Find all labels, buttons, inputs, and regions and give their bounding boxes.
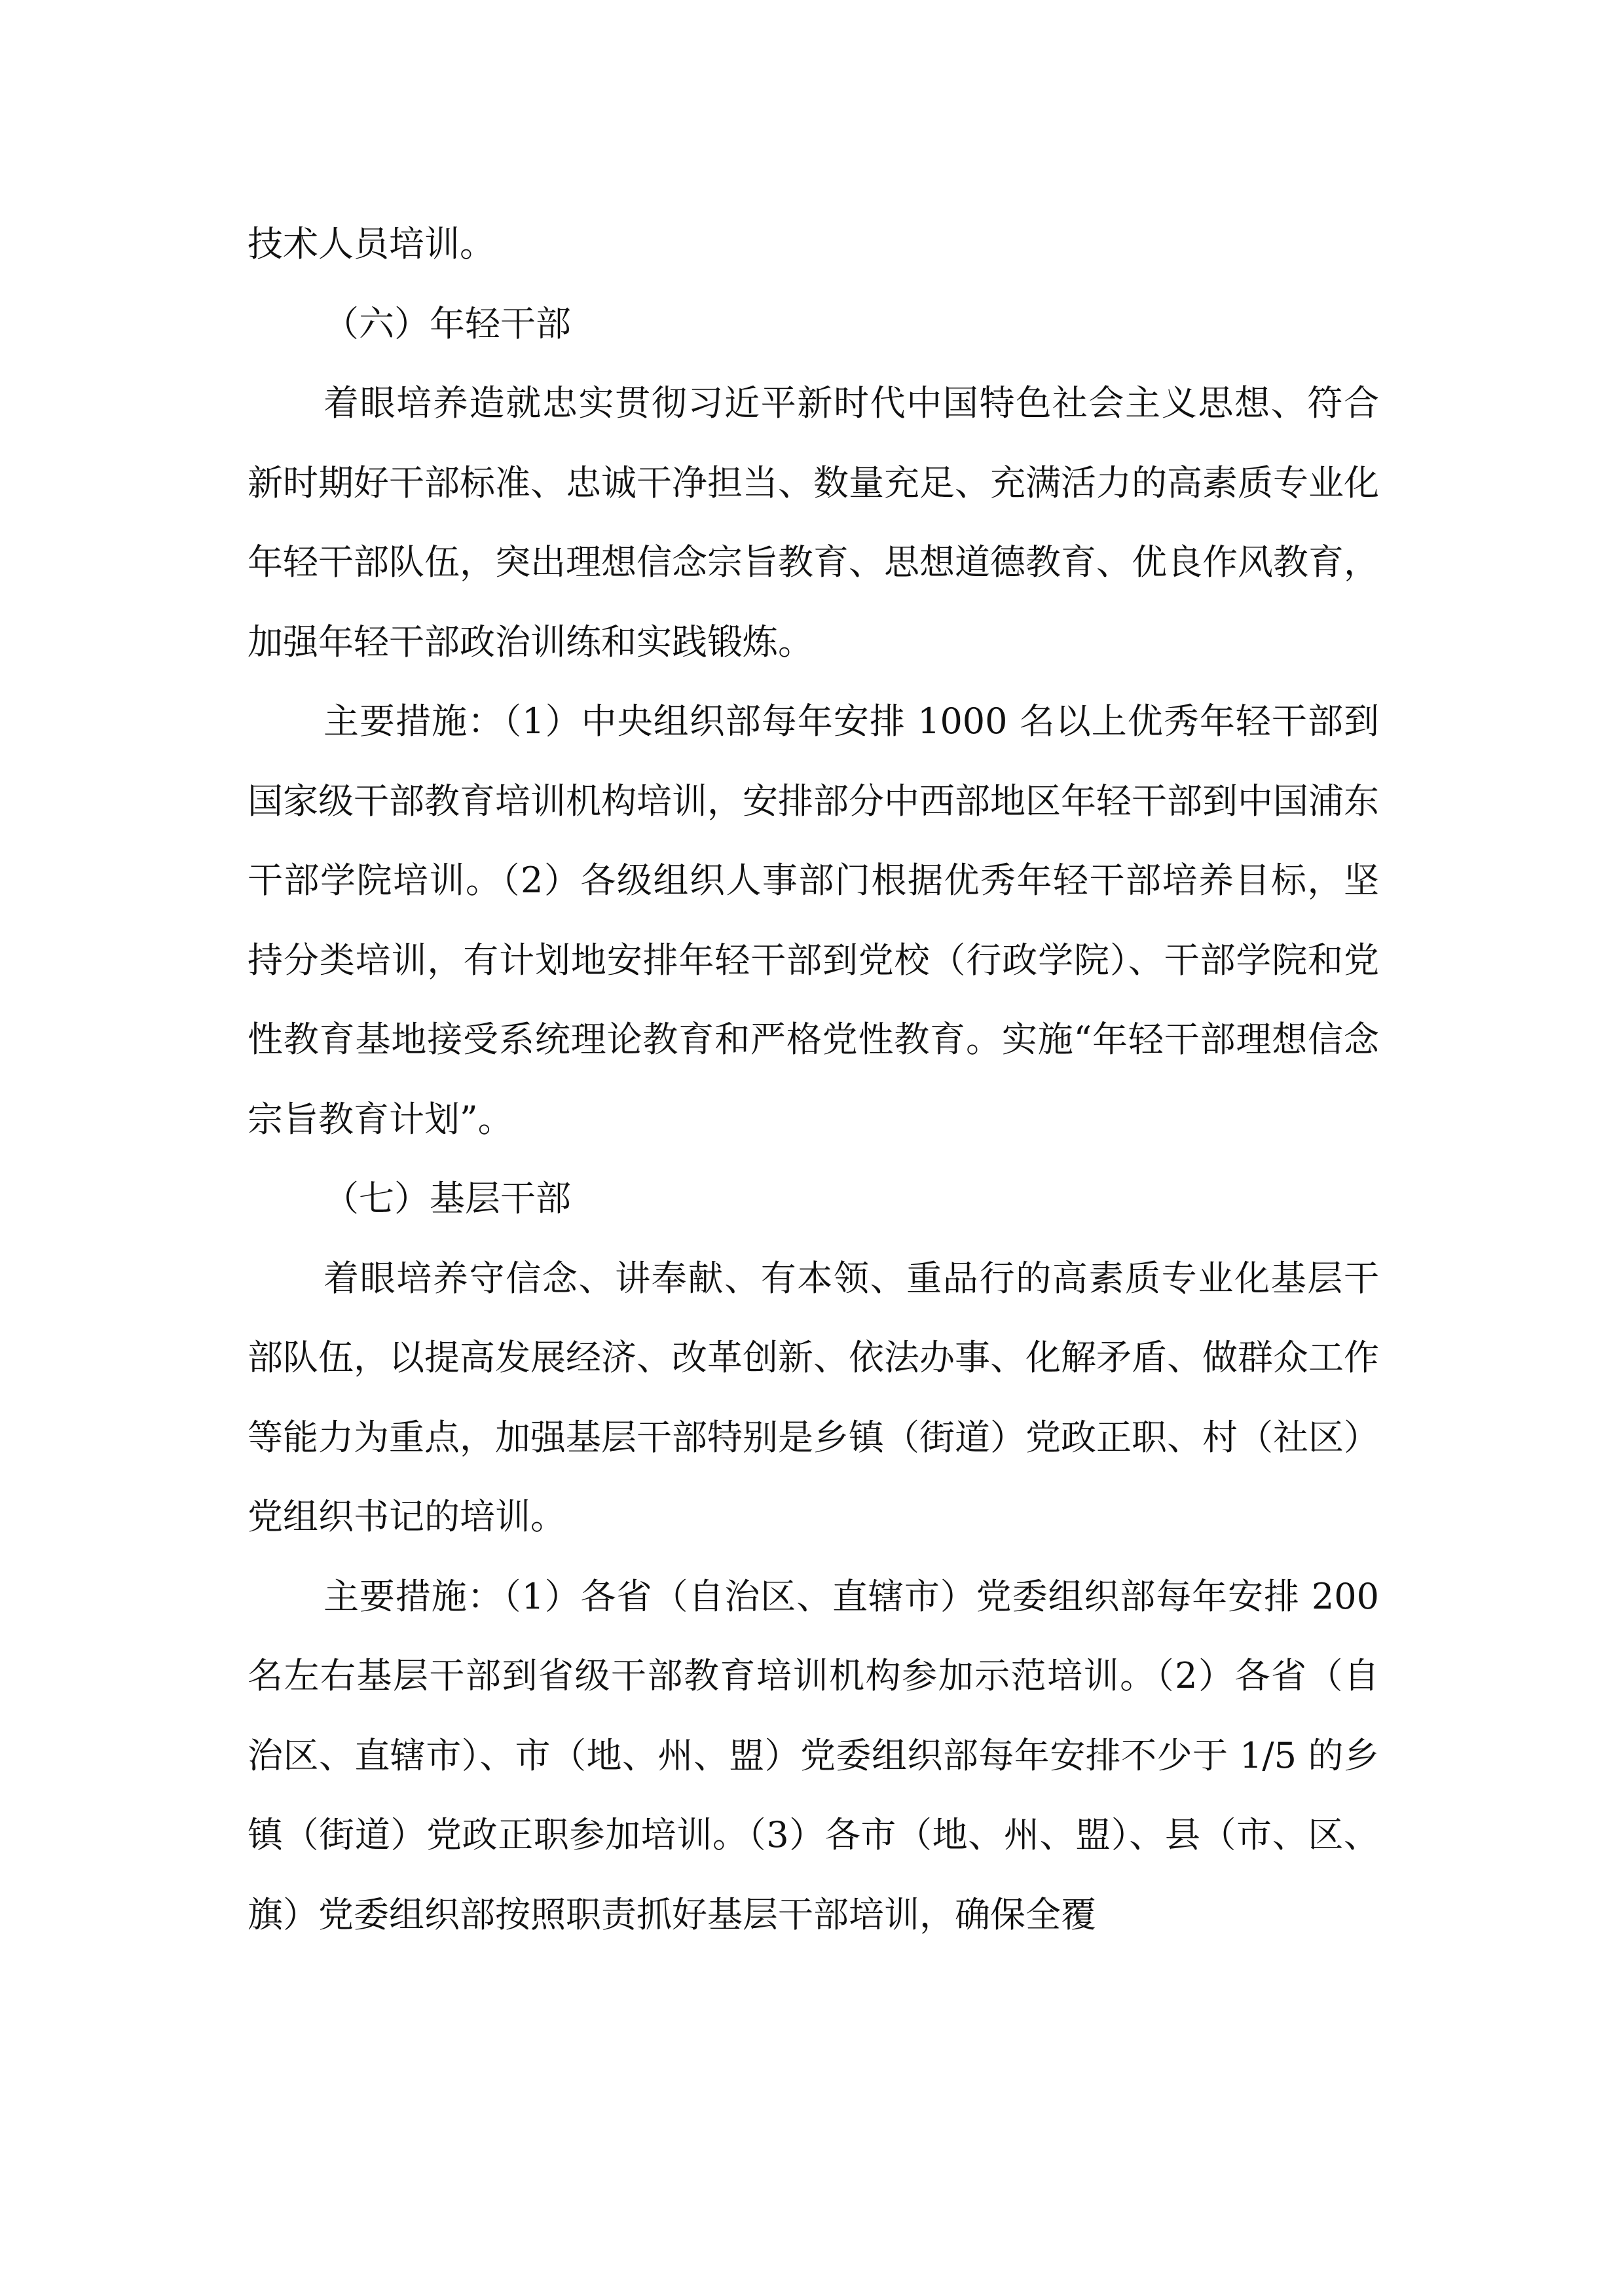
paragraph-continuation: 技术人员培训。: [248, 223, 495, 264]
paragraph-grassroots-cadres-measures: 主要措施：（1）各省（自治区、直辖市）党委组织部每年安排 200 名左右基层干部到省级干部教育培训机构参加示范培训。（2）各省（自治区、直辖市）、市（地、州、盟）党委组织部每年安排不少于 1/5 的乡镇（街道）党政正职参加培训。（3）各市（地、州、盟）、县（市、区、旗）党委组织部按照职责抓好基层干部培训，确保全覆: [248, 1575, 1379, 1935]
document-body: [248, 204, 1379, 1954]
paragraph-young-cadres-measures: 主要措施：（1）中央组织部每年安排 1000 名以上优秀年轻干部到国家级干部教育培训机构培训，安排部分中西部地区年轻干部到中国浦东干部学院培训。（2）各级组织人事部门根据优秀年轻干部培养目标，坚持分类培训，有计划地安排年轻干部到党校（行政学院）、干部学院和党性教育基地接受系统理论教育和严格党性教育。实施“年轻干部理想信念宗旨教育计划”。: [248, 701, 1379, 1140]
section-heading-grassroots-cadres: （七）基层干部: [323, 1178, 571, 1219]
section-heading-young-cadres: （六）年轻干部: [323, 302, 571, 344]
paragraph-young-cadres-goal: 着眼培养造就忠实贯彻习近平新时代中国特色社会主义思想、符合新时期好干部标准、忠诚干净担当、数量充足、充满活力的高素质专业化年轻干部队伍，突出理想信念宗旨教育、思想道德教育、优良作风教育，加强年轻干部政治训练和实践锻炼。: [248, 382, 1379, 663]
paragraph-grassroots-cadres-goal: 着眼培养守信念、讲奉献、有本领、重品行的高素质专业化基层干部队伍，以提高发展经济、改革创新、依法办事、化解矛盾、做群众工作等能力为重点，加强基层干部特别是乡镇（街道）党政正职、村（社区）党组织书记的培训。: [248, 1257, 1379, 1537]
